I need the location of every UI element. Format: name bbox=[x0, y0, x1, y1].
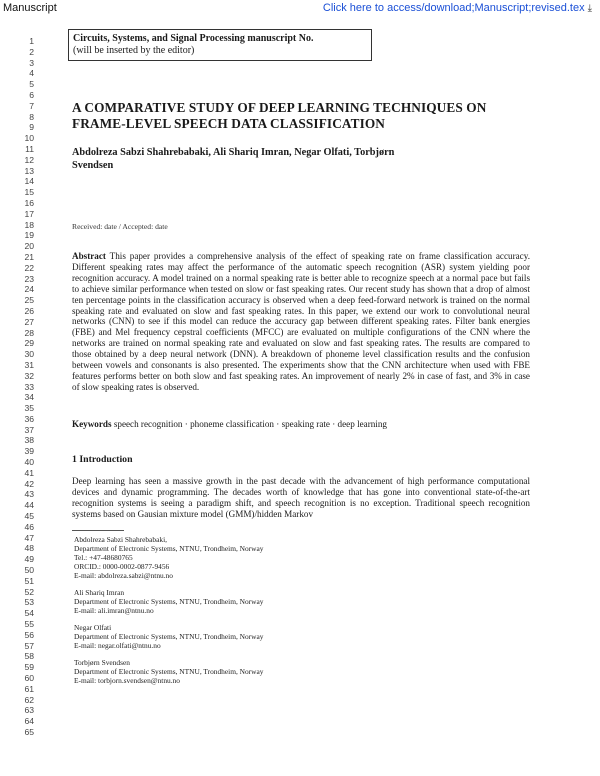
affiliation-line: Department of Electronic Systems, NTNU, Trondheim, Norway bbox=[74, 667, 264, 676]
affiliation-line: Abdolreza Sabzi Shahrebabaki, bbox=[74, 535, 167, 544]
line-number: 39 bbox=[24, 446, 34, 457]
affiliation-line: ORCID.: 0000-0002-0877-9456 bbox=[74, 562, 170, 571]
affiliation-line: E-mail: abdolreza.sabzi@ntnu.no bbox=[74, 571, 173, 580]
line-number: 60 bbox=[24, 673, 34, 684]
line-number: 7 bbox=[29, 100, 34, 111]
line-number: 34 bbox=[24, 392, 34, 403]
line-number: 23 bbox=[24, 273, 34, 284]
line-number: 11 bbox=[25, 143, 34, 154]
received-date: Received: date / Accepted: date bbox=[72, 222, 168, 231]
manuscript-label: Manuscript bbox=[3, 2, 57, 14]
line-number: 58 bbox=[24, 651, 34, 662]
affiliation-line: E-mail: torbjorn.svendsen@ntnu.no bbox=[74, 676, 180, 685]
line-number: 41 bbox=[24, 467, 34, 478]
line-number: 28 bbox=[24, 327, 34, 338]
journal-note: (will be inserted by the editor) bbox=[73, 45, 195, 56]
line-number: 38 bbox=[24, 435, 34, 446]
line-number: 63 bbox=[24, 705, 34, 716]
line-number: 56 bbox=[24, 629, 34, 640]
line-number: 61 bbox=[24, 683, 34, 694]
line-number: 3 bbox=[29, 57, 34, 68]
line-number: 30 bbox=[24, 349, 34, 360]
affiliation-block bbox=[74, 623, 374, 650]
line-number: 44 bbox=[24, 500, 34, 511]
line-number: 45 bbox=[24, 511, 34, 522]
abstract-heading: Abstract bbox=[72, 251, 106, 261]
line-number: 2 bbox=[29, 46, 34, 57]
line-number: 62 bbox=[24, 694, 34, 705]
line-number: 57 bbox=[24, 640, 34, 651]
introduction-text: Deep learning has seen a massive growth in the past decade with the advancement of high performance computational devices and dynamic programming. The decades worth of knowledge that has gone into conventional state-of-the-art recognition systems is seeing a paradigm shift, and speech recognition is no exception. Traditional speech recognition systems based on Gausian mixture model (GMM)/hidden Markov bbox=[72, 476, 530, 519]
line-number: 49 bbox=[24, 554, 34, 565]
line-number: 8 bbox=[29, 111, 34, 122]
line-numbers bbox=[16, 36, 34, 738]
line-number: 36 bbox=[24, 413, 34, 424]
line-number: 25 bbox=[24, 295, 34, 306]
abstract-text: This paper provides a comprehensive analysis of the effect of speaking rate on frame classification accuracy. Different speaking rates may affect the performance of the automatic speech recognition (ASR) system yielding poor recognition accuracy. A model trained on a normal speaking rate is better able to recognize speech at a normal pace but fails to achieve similar performance when tested on slow or fast speaking rates. Our recent study has shown that a drop of almost ten percentage points in the classification accuracy is observed when a deep feed-forward network is trained on the normal speaking rate and evaluated on slow and fast speaking rates. In this paper, we extend our work to convolutional neural networks (CNN) to see if this model can reduce the accuracy gap between different speaking rates. Filter bank energies (FBE) and Mel frequency cepstral coefficients (MFCC) are evaluated on multiple configurations of the CNN where the networks are trained on normal speaking rate and evaluated on slow and fast speaking rates. The results are compared to those obtained by a deep neural network (DNN). A breakdown of phoneme level classification results and the confusion between vowels and consonants is also presented. The experiments show that the CNN architecture when used with FBE features performs better on both slow and fast speaking rates. An improvement of nearly 2% in case of fast, and 3% in case of slow speaking rates is observed. bbox=[72, 251, 530, 392]
keywords bbox=[72, 419, 530, 430]
line-number: 15 bbox=[24, 187, 34, 198]
abstract bbox=[72, 251, 530, 393]
line-number: 14 bbox=[24, 176, 34, 187]
top-bar bbox=[0, 0, 600, 18]
affiliation-block bbox=[74, 588, 374, 615]
line-number: 27 bbox=[24, 316, 34, 327]
line-number: 1 bbox=[29, 36, 34, 46]
line-number: 17 bbox=[24, 208, 34, 219]
affiliations bbox=[74, 535, 374, 693]
affiliation-line: Torbjørn Svendsen bbox=[74, 658, 130, 667]
line-number: 40 bbox=[24, 457, 34, 468]
affiliation-line: Department of Electronic Systems, NTNU, Trondheim, Norway bbox=[74, 597, 264, 606]
line-number: 29 bbox=[24, 338, 34, 349]
affiliation-line: Ali Shariq Imran bbox=[74, 588, 125, 597]
affiliation-line: Tel.: +47-48680765 bbox=[74, 553, 133, 562]
line-number: 12 bbox=[24, 154, 34, 165]
line-number: 21 bbox=[24, 251, 34, 262]
paper-authors: Abdolreza Sabzi Shahrebabaki, Ali Shariq Imran, Negar Olfati, Torbjørn Svendsen bbox=[72, 147, 395, 171]
line-number: 64 bbox=[24, 716, 34, 727]
affiliation-block bbox=[74, 658, 374, 685]
line-number: 33 bbox=[24, 381, 34, 392]
keywords-heading: Keywords bbox=[72, 419, 112, 429]
affiliation-line: Negar Olfati bbox=[74, 623, 112, 632]
line-number: 26 bbox=[24, 305, 34, 316]
affiliation-line: E-mail: negar.olfati@ntnu.no bbox=[74, 641, 161, 650]
line-number: 18 bbox=[24, 219, 34, 230]
line-number: 42 bbox=[24, 478, 34, 489]
line-number: 24 bbox=[24, 284, 34, 295]
line-number: 6 bbox=[29, 89, 34, 100]
affiliation-line: Department of Electronic Systems, NTNU, Trondheim, Norway bbox=[74, 632, 264, 641]
section-heading-introduction: 1 Introduction bbox=[72, 454, 133, 465]
line-number: 46 bbox=[24, 521, 34, 532]
line-number: 37 bbox=[24, 424, 34, 435]
line-number: 22 bbox=[24, 262, 34, 273]
line-number: 4 bbox=[29, 68, 34, 79]
line-number: 32 bbox=[24, 370, 34, 381]
line-number: 10 bbox=[24, 133, 34, 144]
line-number: 53 bbox=[24, 597, 34, 608]
line-number: 43 bbox=[24, 489, 34, 500]
affiliation-line: Department of Electronic Systems, NTNU, Trondheim, Norway bbox=[74, 544, 264, 553]
line-number: 16 bbox=[24, 197, 34, 208]
download-icon[interactable]: ⤓ bbox=[587, 3, 592, 14]
journal-box bbox=[68, 29, 372, 61]
footnote-rule bbox=[72, 530, 124, 531]
download-link[interactable]: Click here to access/download;Manuscript;revised.tex bbox=[322, 2, 585, 14]
line-number: 52 bbox=[24, 586, 34, 597]
line-number: 65 bbox=[24, 727, 34, 737]
line-number: 5 bbox=[29, 79, 34, 90]
line-number: 20 bbox=[24, 241, 34, 252]
download-link-group[interactable] bbox=[323, 2, 592, 14]
journal-name: Circuits, Systems, and Signal Processing manuscript No. bbox=[73, 33, 314, 44]
line-number: 31 bbox=[24, 359, 34, 370]
line-number: 35 bbox=[24, 403, 34, 414]
affiliation-line: E-mail: ali.imran@ntnu.no bbox=[74, 606, 154, 615]
line-number: 48 bbox=[24, 543, 34, 554]
line-number: 54 bbox=[24, 608, 34, 619]
line-number: 13 bbox=[24, 165, 34, 176]
keywords-text: speech recognition · phoneme classification · speaking rate · deep learning bbox=[113, 419, 387, 429]
line-number: 9 bbox=[29, 122, 34, 133]
line-number: 50 bbox=[24, 565, 34, 576]
line-number: 19 bbox=[24, 230, 34, 241]
line-number: 47 bbox=[24, 532, 34, 543]
line-number: 59 bbox=[24, 662, 34, 673]
paper-title: A COMPARATIVE STUDY OF DEEP LEARNING TECHNIQUES ON FRAME-LEVEL SPEECH DATA CLASSIFICATION bbox=[72, 100, 487, 131]
line-number: 51 bbox=[24, 575, 34, 586]
line-number: 55 bbox=[24, 619, 34, 630]
affiliation-block bbox=[74, 535, 374, 580]
